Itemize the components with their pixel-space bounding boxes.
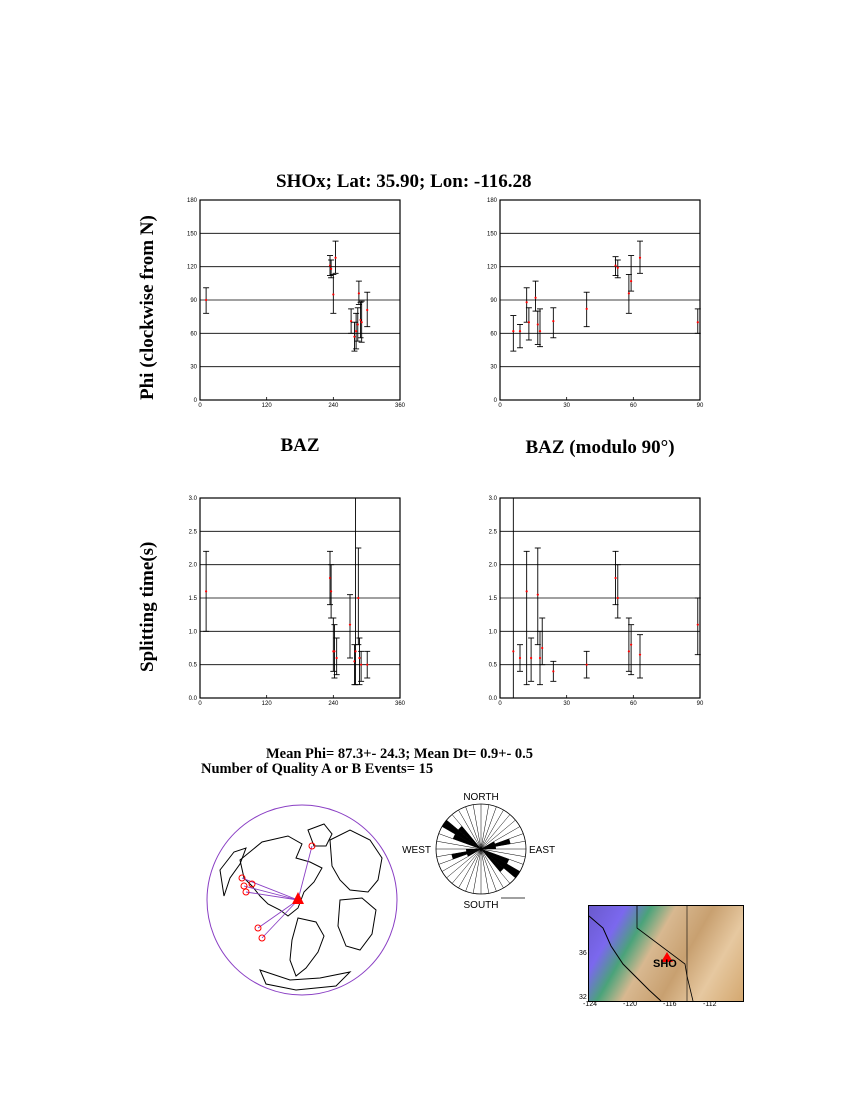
y-tick-label: 0.5 [188, 662, 197, 669]
inset-lon-112: -112 [703, 1001, 717, 1008]
chart-phi-baz [185, 195, 410, 409]
antarctica-coast [260, 970, 350, 990]
point-marker [614, 264, 616, 266]
x-tick-label: 60 [629, 403, 637, 409]
data-point [353, 498, 359, 685]
chart-phi-baz-mod [485, 195, 710, 409]
y-tick-label: 150 [486, 231, 497, 238]
point-marker [586, 308, 588, 310]
y-tick-label: 90 [190, 298, 197, 304]
point-marker [361, 321, 363, 323]
point-marker [537, 323, 539, 325]
dt-axis-title: Splitting time(s) [137, 541, 158, 672]
point-marker [519, 657, 521, 659]
world-map [200, 800, 405, 990]
point-marker [330, 268, 332, 270]
baz-mod-axis-title: BAZ (modulo 90°) [525, 437, 675, 458]
x-tick-label: 60 [629, 701, 637, 707]
point-marker [552, 320, 554, 322]
point-marker [697, 624, 699, 626]
point-marker [358, 657, 360, 659]
y-tick-label: 120 [486, 264, 497, 271]
y-tick-label: 30 [490, 364, 497, 371]
y-tick-label: 60 [190, 331, 197, 338]
data-point [330, 618, 336, 671]
phi-axis-title: Phi (clockwise from N) [137, 215, 158, 400]
rose-north-label: NORTH [463, 792, 499, 803]
inset-lon-120: -120 [623, 1001, 638, 1008]
data-point [355, 548, 361, 645]
baz-axis-title: BAZ [280, 435, 320, 456]
x-tick-label: 0 [498, 403, 502, 409]
south-america-coast [290, 918, 324, 976]
point-marker [357, 323, 359, 325]
y-tick-label: 90 [490, 298, 497, 304]
x-tick-label: 0 [198, 701, 202, 707]
data-point [203, 551, 209, 631]
y-tick-label: 1.0 [188, 629, 197, 636]
x-tick-label: 90 [696, 403, 704, 409]
point-marker [355, 330, 357, 332]
point-marker [366, 309, 368, 311]
inset-lat-32: 32 [579, 994, 587, 1001]
inset-station-label: SHO [653, 958, 677, 970]
x-tick-label: 240 [328, 701, 339, 707]
data-point [517, 645, 523, 672]
point-marker [628, 650, 630, 652]
data-point [347, 595, 353, 658]
x-tick-label: 30 [563, 403, 571, 409]
y-tick-label: 120 [186, 264, 197, 271]
x-tick-label: 90 [696, 701, 704, 707]
point-marker [617, 597, 619, 599]
data-point [359, 301, 365, 342]
point-marker [617, 267, 619, 269]
point-marker [205, 590, 207, 592]
data-point [203, 288, 209, 314]
data-point [333, 241, 339, 273]
data-point [528, 638, 534, 681]
y-tick-label: 0.5 [488, 662, 497, 669]
data-point [348, 309, 354, 333]
data-point [327, 551, 333, 604]
x-tick-label: 0 [498, 701, 502, 707]
point-marker [334, 257, 336, 259]
point-marker [330, 590, 332, 592]
eurasia-coast [330, 830, 382, 892]
point-marker [628, 292, 630, 294]
rose-petal [442, 820, 481, 849]
y-tick-label: 1.5 [188, 596, 197, 602]
page-title: SHOx; Lat: 35.90; Lon: -116.28 [276, 171, 532, 192]
point-marker [366, 664, 368, 666]
y-tick-label: 1.5 [488, 596, 497, 602]
point-marker [528, 321, 530, 323]
point-marker [354, 650, 356, 652]
rose-south-label: SOUTH [463, 900, 499, 911]
point-marker [358, 292, 360, 294]
y-tick-label: 2.0 [488, 562, 497, 569]
data-point [637, 635, 643, 678]
point-marker [630, 280, 632, 282]
y-tick-label: 60 [490, 331, 497, 338]
inset-map [588, 905, 744, 1002]
x-tick-label: 360 [394, 701, 406, 707]
y-tick-label: 0 [493, 398, 497, 404]
x-tick-label: 0 [198, 403, 202, 409]
point-marker [537, 594, 539, 596]
point-marker [530, 657, 532, 659]
point-marker [205, 299, 207, 301]
y-tick-label: 150 [186, 231, 197, 238]
point-marker [539, 657, 541, 659]
point-marker [357, 597, 359, 599]
point-marker [639, 654, 641, 656]
y-tick-label: 3.0 [188, 496, 197, 502]
point-marker [526, 590, 528, 592]
point-marker [332, 293, 334, 295]
point-marker [534, 297, 536, 299]
point-marker [586, 664, 588, 666]
stats-mean: Mean Phi= 87.3+- 24.3; Mean Dt= 0.9+- 0.5 [266, 746, 534, 762]
data-point [364, 292, 370, 326]
point-marker [552, 670, 554, 672]
y-tick-label: 1.0 [488, 629, 497, 636]
coastline [589, 916, 661, 1001]
x-tick-label: 30 [563, 701, 571, 707]
y-tick-label: 0.0 [488, 696, 497, 702]
point-marker [639, 257, 641, 259]
y-tick-label: 3.0 [488, 496, 497, 502]
data-point [535, 548, 541, 645]
y-tick-label: 2.5 [188, 529, 197, 536]
inset-lat-36: 36 [579, 950, 587, 957]
stats-count: Number of Quality A or B Events= 15 [201, 761, 434, 777]
data-point [327, 256, 333, 276]
point-marker [360, 664, 362, 666]
y-tick-label: 2.5 [488, 529, 497, 536]
point-marker [697, 321, 699, 323]
point-marker [512, 330, 514, 332]
y-tick-label: 2.0 [188, 562, 197, 569]
y-tick-label: 0.0 [188, 696, 197, 702]
data-point [330, 274, 336, 313]
point-marker [519, 330, 521, 332]
point-marker [333, 650, 335, 652]
point-marker [541, 647, 543, 649]
inset-lon-124: -124 [583, 1001, 598, 1008]
point-marker [539, 330, 541, 332]
data-point [584, 292, 590, 326]
point-marker [349, 624, 351, 626]
y-tick-label: 0 [193, 398, 197, 404]
inset-map-overlay [589, 906, 743, 1001]
africa-coast [338, 898, 376, 950]
y-tick-label: 180 [486, 198, 497, 204]
data-point [328, 565, 334, 618]
x-tick-label: 120 [261, 403, 272, 409]
point-marker [526, 301, 528, 303]
y-tick-label: 180 [186, 198, 197, 204]
inset-lon-116: -116 [663, 1001, 677, 1008]
point-marker [512, 650, 514, 652]
point-marker [353, 336, 355, 338]
x-tick-label: 240 [328, 403, 339, 409]
rose-petal [481, 849, 520, 878]
point-marker [630, 644, 632, 646]
rose-east-label: EAST [529, 845, 556, 856]
point-marker [614, 577, 616, 579]
rose-west-label: WEST [402, 845, 431, 856]
x-tick-label: 120 [261, 701, 272, 707]
chart-dt-baz [185, 493, 410, 707]
y-tick-label: 30 [190, 364, 197, 371]
data-point [517, 324, 523, 347]
data-point [533, 281, 539, 311]
point-marker [336, 657, 338, 659]
rose-diagram [395, 787, 565, 912]
chart-dt-baz-mod [485, 493, 710, 707]
x-tick-label: 360 [394, 403, 406, 409]
data-point [637, 241, 643, 273]
